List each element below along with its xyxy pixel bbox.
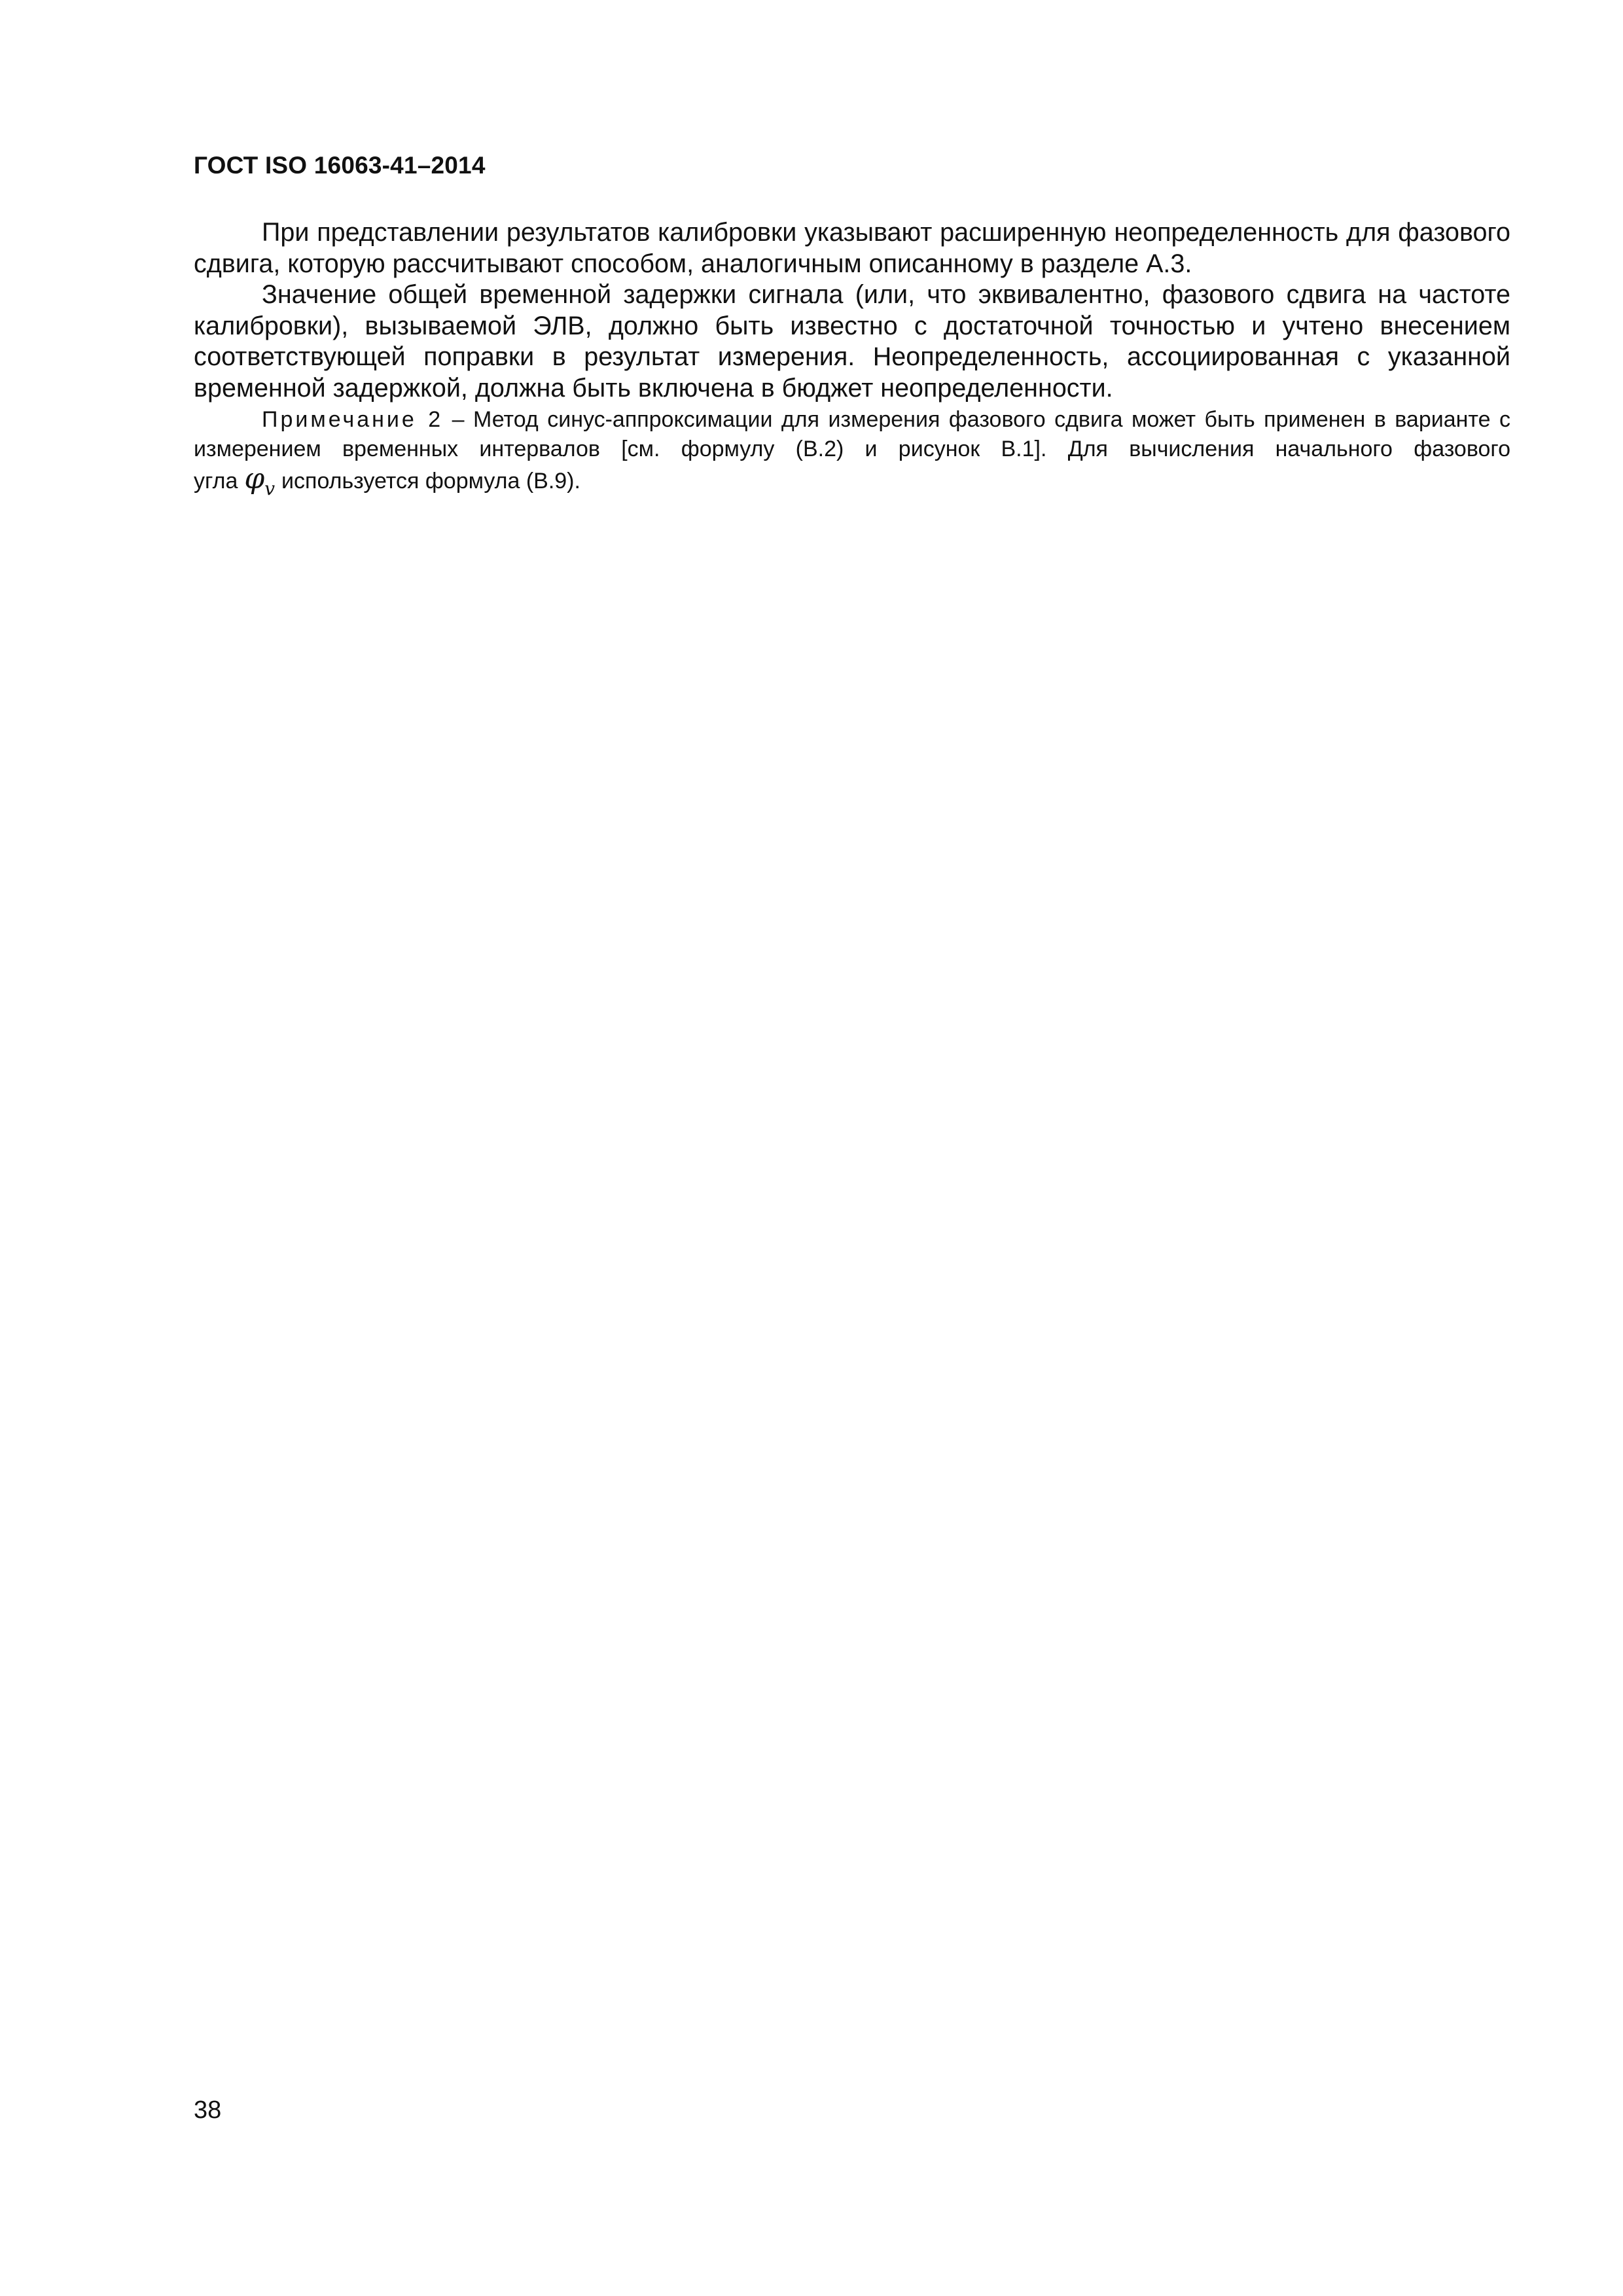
phi-symbol: φ — [244, 462, 265, 495]
note-2 — [194, 405, 1510, 503]
phi-subscript: v — [264, 477, 276, 499]
paragraph-time-delay: Значение общей временной задержки сигнала (или, что эквивалентно, фазового сдвига на частоте калибровки), вызываемой ЭЛВ, должно быть известно с достаточной точностью и учтено внесением соответствующей поправки в результат измерения. Неопределенность, ассоциированная с указанной временной задержкой, должна быть включена в бюджет неопределенности. — [194, 280, 1510, 403]
note-text-before: – Метод синус-аппроксимации для измерения фазового сдвига может быть применен в варианте с измерением временных интервалов [см. формулу (В.2) и рисунок В.1]. Для вычисления начального фазового угла — [194, 407, 1510, 493]
page-number: 38 — [194, 2096, 222, 2124]
note-label: Примечание 2 — [262, 407, 444, 432]
phase-angle-symbol — [238, 462, 281, 499]
document-body — [194, 217, 1510, 503]
note-text-after: используется формула (В.9). — [281, 469, 580, 493]
document-header: ГОСТ ISO 16063-41–2014 — [194, 152, 486, 179]
paragraph-expanded-uncertainty: При представлении результатов калибровки указывают расширенную неопределенность для фазового сдвига, которую рассчитывают способом, аналогичным описанному в разделе А.3. — [194, 218, 1510, 278]
